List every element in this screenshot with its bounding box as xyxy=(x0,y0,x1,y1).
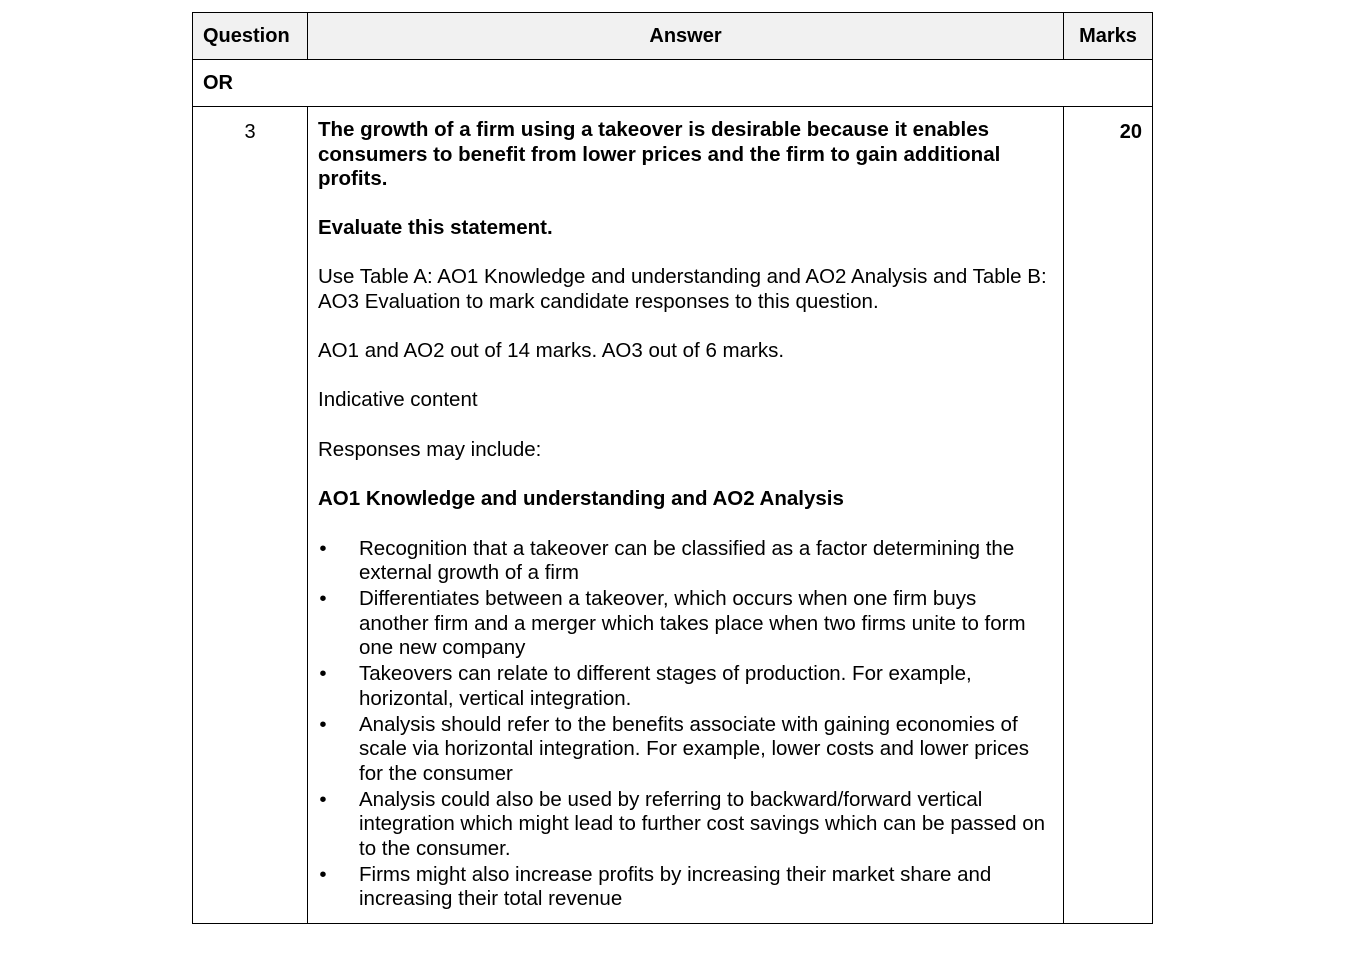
list-item xyxy=(318,662,1051,711)
indicative-content-label: Indicative content xyxy=(318,388,478,411)
or-label: OR xyxy=(193,60,1153,107)
bullet-icon: • xyxy=(319,662,327,685)
responses-label: Responses may include: xyxy=(318,437,542,461)
bullet-text: Analysis could also be used by referring to backward/forward vertical integration which might lead to further cost savings which can be passed on to the consumer. xyxy=(359,787,1045,860)
question-header: Question xyxy=(193,13,308,60)
marks-value: 20 xyxy=(1064,107,1153,924)
indicative-bullet-list xyxy=(318,537,1051,912)
bullet-icon: • xyxy=(319,536,327,560)
bullet-text: Takeovers can relate to different stages of production. For example, horizontal, vertical integration. xyxy=(359,662,972,710)
list-item xyxy=(318,863,1051,912)
question-instruction: Evaluate this statement. xyxy=(318,216,553,239)
question-number: 3 xyxy=(193,107,308,924)
list-item xyxy=(318,587,1051,661)
bullet-icon: • xyxy=(319,587,327,610)
bullet-text: Firms might also increase profits by increasing their market share and increasing their total revenue xyxy=(359,862,992,910)
marks-split: AO1 and AO2 out of 14 marks. AO3 out of 6 marks. xyxy=(318,338,785,362)
question-row xyxy=(193,107,1153,924)
bullet-icon: • xyxy=(319,862,327,886)
answer-cell xyxy=(308,107,1064,924)
bullet-text: Analysis should refer to the benefits associate with gaining economies of scale via horizontal integration. For example, lower costs and lower prices for the consumer xyxy=(359,712,1029,785)
mark-scheme-table xyxy=(192,12,1153,924)
question-statement: The growth of a firm using a takeover is desirable because it enables consumers to benefit from lower prices and the firm to gain additional profits. xyxy=(318,118,1001,190)
marks-header: Marks xyxy=(1064,13,1153,60)
header-row xyxy=(193,13,1153,60)
list-item xyxy=(318,788,1051,862)
list-item xyxy=(318,537,1051,586)
answer-header: Answer xyxy=(308,13,1064,60)
or-row xyxy=(193,60,1153,107)
bullet-text: Differentiates between a takeover, which occurs when one firm buys another firm and a merger which takes place when two firms unite to form one new company xyxy=(359,587,1026,659)
list-item xyxy=(318,713,1051,787)
bullet-text: Recognition that a takeover can be classified as a factor determining the external growth of a firm xyxy=(359,536,1015,584)
bullet-icon: • xyxy=(319,787,327,811)
section-heading: AO1 Knowledge and understanding and AO2 Analysis xyxy=(318,487,844,510)
tables-note: Use Table A: AO1 Knowledge and understanding and AO2 Analysis and Table B: AO3 Evaluation to mark candidate responses to this question. xyxy=(318,265,1047,313)
bullet-icon: • xyxy=(319,712,327,736)
